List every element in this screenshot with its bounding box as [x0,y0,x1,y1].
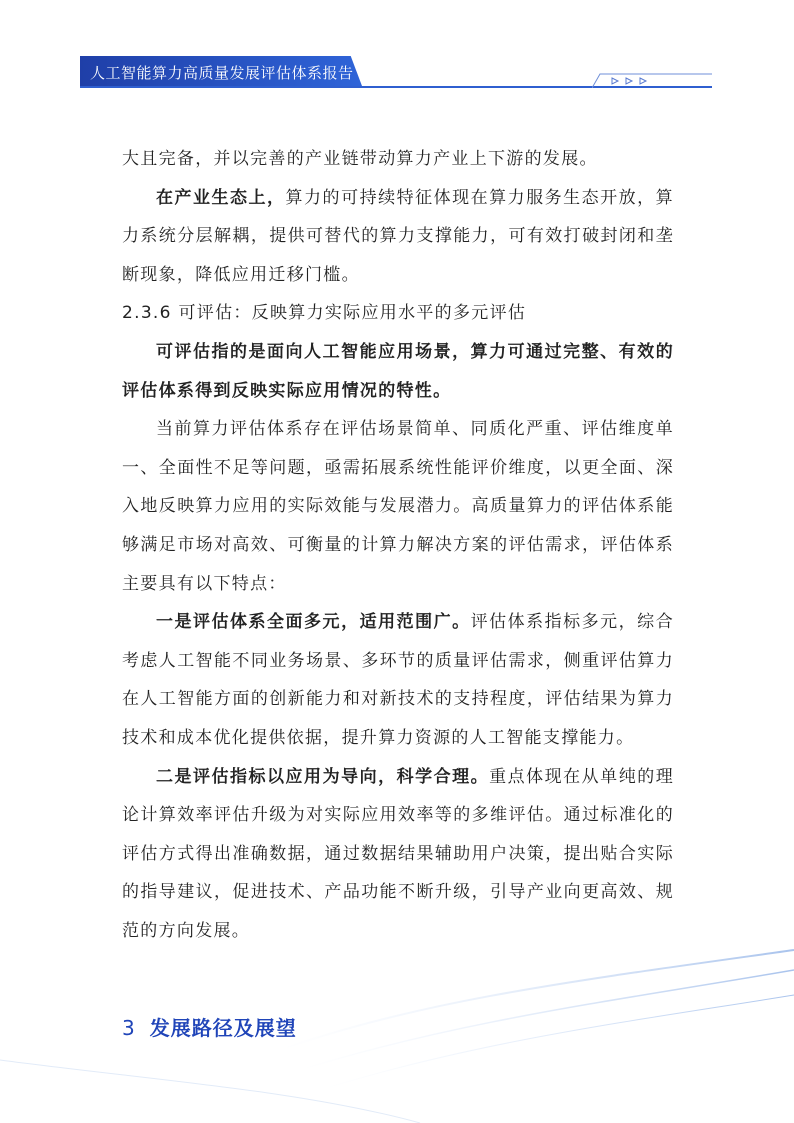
chapter-heading: 3 发展路径及展望 [122,1016,297,1040]
paragraph: 二是评估指标以应用为导向，科学合理。重点体现在从单纯的理论计算效率评估升级为对实际应用效率等的多维评估。通过标准化的评估方式得出准确数据，通过数据结果辅助用户决策，提出贴合实际的指导建议，促进技术、产品功能不断升级，引导产业向更高效、规范的方向发展。 [122,766,675,941]
section-heading: 2.3.6 可评估：反映算力实际应用水平的多元评估 [122,303,527,324]
paragraph: 当前算力评估体系存在评估场景简单、同质化严重、评估维度单一、全面性不足等问题，亟需拓展系统性能评价维度，以更全面、深入地反映算力应用的实际效能与发展潜力。高质量算力的评估体系能够满足市场对高效、可衡量的计算力解决方案的评估需求，评估体系主要具有以下特点： [122,419,674,594]
paragraph: 一是评估体系全面多元，适用范围广。评估体系指标多元，综合考虑人工智能不同业务场景、多环节的质量评估需求，侧重评估算力在人工智能方面的创新能力和对新技术的支持程度，评估结果为算力技术和成本优化提供依据，提升算力资源的人工智能支撑能力。 [122,612,674,748]
paragraph: 在产业生态上，算力的可持续特征体现在算力服务生态开放，算力系统分层解耦，提供可替代的算力支撑能力，可有效打破封闭和垄断现象，降低应用迁移门槛。 [122,187,674,285]
bold-lead: 在产业生态上， [156,187,286,208]
wave-decoration [0,940,794,1123]
paragraph: 大且完备，并以完善的产业链带动算力产业上下游的发展。 [122,149,598,169]
bold-lead: 一是评估体系全面多元，适用范围广。 [156,612,471,633]
paragraph: 可评估指的是面向人工智能应用场景，算力可通过完整、有效的评估体系得到反映实际应用情况的特性。 [122,341,674,401]
arrow-decoration-icon [592,72,712,88]
header-title: 人工智能算力高质量发展评估体系报告 [90,64,354,82]
body-text [122,140,674,950]
bold-lead: 二是评估指标以应用为导向，科学合理。 [156,766,490,787]
